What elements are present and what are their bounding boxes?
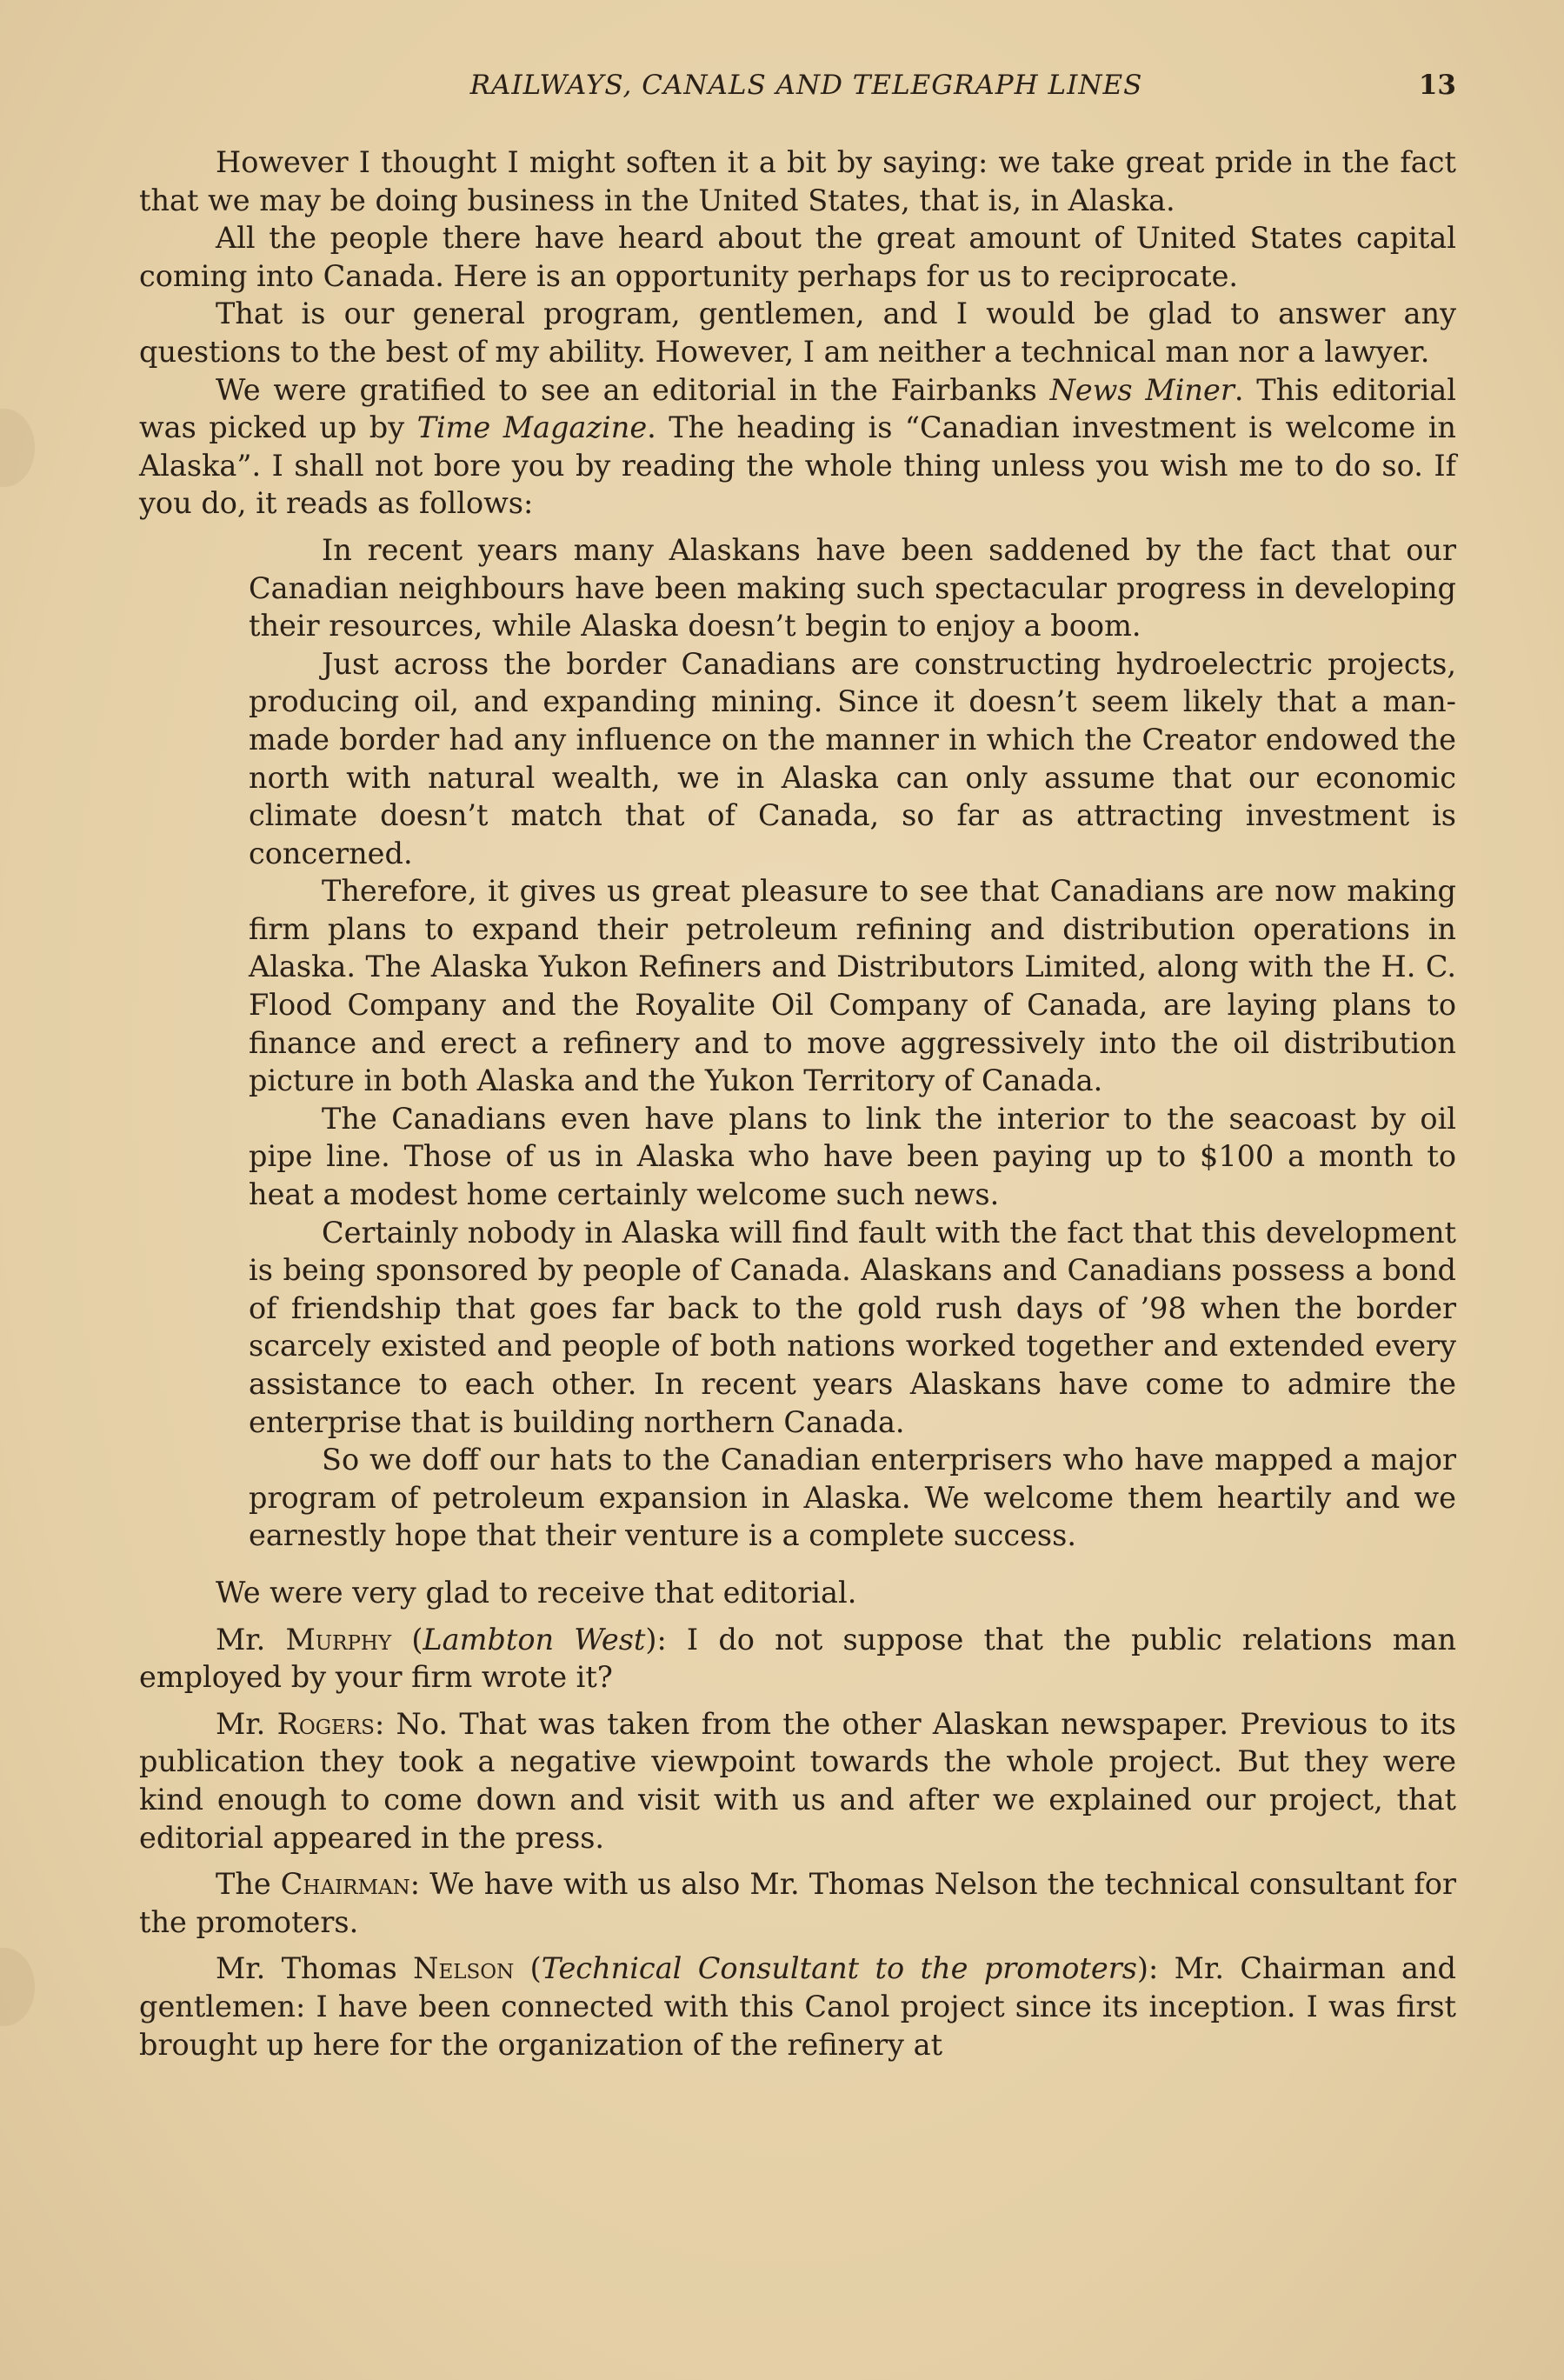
quote-paragraph: So we doff our hats to the Canadian enterprisers who have mapped a major program of petroleum expansion in Alaska. We welcome them heartily and we earnestly hope that their venture is a complete success. xyxy=(249,1443,1456,1553)
speech-text: : No. That was taken from the other Alaskan newspaper. Previous to its publication they took a negative viewpoint towards the whole project. But they were kind enough to come down and visit with us and after we explained our project, that editorial appeared in the press. xyxy=(139,1706,1456,1855)
editorial-intro-text: . This editorial was picked up by xyxy=(139,372,1456,445)
after-quote-paragraph: We were very glad to receive that editorial. xyxy=(216,1575,857,1610)
speaker-name: Murphy xyxy=(285,1622,392,1657)
book-page xyxy=(139,0,1456,2380)
quote-paragraph: Just across the border Canadians are constructing hydroelectric projects, producing oil, and expanding mining. Since it doesn’t seem likely that a man-made border had any influence on the manner in which the Creator endowed the north with natural wealth, we in Alaska can only assume that our economic climate doesn’t match that of Canada, so far as attracting investment is concerned. xyxy=(249,646,1456,870)
speaker-name: Chairman xyxy=(280,1867,410,1902)
editorial-intro-paragraph xyxy=(139,371,1456,523)
speaker-murphy: Mr. Murphy (Lambton West): I do not suppose that the public relations man employed by your firm wrote it? xyxy=(139,1622,1457,1695)
intro-paragraph: All the people there have heard about the great amount of United States capital coming into Canada. Here is an opportunity perhaps for us to reciprocate. xyxy=(139,221,1456,293)
speaker-name: Rogers xyxy=(276,1706,375,1741)
speaker-riding: Lambton West xyxy=(423,1622,646,1657)
magazine-name: Time Magazine xyxy=(416,410,648,445)
speaker-title: Mr. xyxy=(216,1622,286,1657)
speaker-title: Mr. xyxy=(216,1706,277,1741)
quoted-editorial xyxy=(249,531,1456,1555)
speech-text: : We have with us also Mr. Thomas Nelson the technical consultant for the promoters. xyxy=(139,1867,1456,1939)
speaker-title: Mr. Thomas xyxy=(216,1951,414,1986)
intro-paragraph: That is our general program, gentlemen, and I would be glad to answer any questions to the best of my ability. However, I am neither a technical man nor a lawyer. xyxy=(139,297,1456,369)
speaker-title: The xyxy=(216,1867,281,1902)
paper-stain xyxy=(0,409,35,487)
page-number: 13 xyxy=(1418,70,1456,101)
newspaper-name: News Miner xyxy=(1049,372,1235,407)
quote-paragraph: Certainly nobody in Alaska will find fault with the fact that this development is being sponsored by people of Canada. Alaskans and Canadians possess a bond of friendship that goes far back to the gold rush days of ’98 when the border scarcely existed and people of both nations worked together and extended every assistance to each other. In recent years Alaskans have come to admire the enterprise that is building northern Canada. xyxy=(249,1215,1456,1439)
body-text xyxy=(139,143,1456,2063)
editorial-intro-text: We were gratified to see an editorial in the Fairbanks xyxy=(216,372,1050,407)
speech-text: : I do not suppose that the public relations man employed by your firm wrote it? xyxy=(139,1622,1457,1695)
speaker-chairman xyxy=(139,1865,1456,1941)
speaker-nelson: Mr. Thomas Nelson (Technical Consultant to the promoters): Mr. Chairman and gentlemen: I have been connected with this Canol project since its inception. I was first brought up here for the organization of the refinery at xyxy=(139,1951,1456,2062)
quote-paragraph: Therefore, it gives us great pleasure to see that Canadians are now making firm plans to expand their petroleum refining and distribution operations in Alaska. The Alaska Yukon Refiners and Distributors Limited, along with the H. C. Flood Company and the Royalite Oil Company of Canada, are laying plans to finance and erect a refinery and to move aggressively into the oil distribution picture in both Alaska and the Yukon Territory of Canada. xyxy=(249,874,1456,1098)
paper-stain xyxy=(0,1948,35,2026)
speech-text: : Mr. Chairman and gentlemen: I have been connected with this Canol project since its inception. I was first brought up here for the organization of the refinery at xyxy=(139,1951,1456,2062)
speaker-name: Nelson xyxy=(413,1951,515,1986)
speaker-rogers xyxy=(139,1705,1456,1857)
speaker-role: Technical Consultant to the promoters xyxy=(541,1951,1137,1986)
intro-paragraph: However I thought I might soften it a bit by saying: we take great pride in the fact that we may be doing business in the United States, that is, in Alaska. xyxy=(139,145,1456,217)
quote-paragraph: In recent years many Alaskans have been saddened by the fact that our Canadian neighbours have been making such spectacular progress in developing their resources, while Alaska doesn’t begin to enjoy a boom. xyxy=(249,532,1456,643)
editorial-intro-text: . The heading is “Canadian investment is welcome in Alaska”. I shall not bore you by reading the whole thing unless you wish me to do so. If you do, it reads as follows: xyxy=(139,410,1456,521)
running-head xyxy=(139,70,1456,113)
running-title: RAILWAYS, CANALS AND TELEGRAPH LINES xyxy=(469,70,1143,101)
quote-paragraph: The Canadians even have plans to link the interior to the seacoast by oil pipe line. Those of us in Alaska who have been paying up to $100 a month to heat a modest home certainly welcome such news. xyxy=(249,1101,1456,1212)
